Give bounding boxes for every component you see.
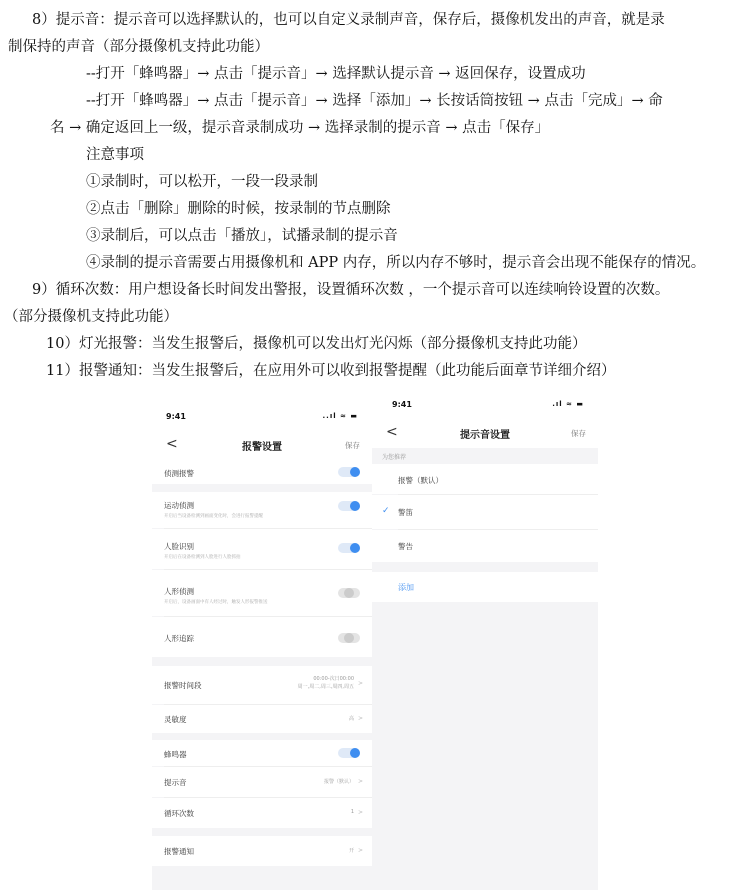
row-alarm-schedule[interactable] — [152, 666, 372, 704]
toggle-face-recognition[interactable] — [338, 543, 360, 553]
row-value-time: 00:00-次日00:00 — [313, 676, 354, 682]
toggle-motion-detection[interactable] — [338, 501, 360, 511]
row-label: 灵敏度 — [164, 715, 187, 724]
row-label: 提示音 — [164, 778, 187, 787]
section-header — [372, 448, 598, 464]
nav-bar — [152, 432, 372, 460]
row-sensitivity[interactable] — [152, 705, 372, 733]
tone-option[interactable] — [372, 464, 598, 494]
row-alarm-notification[interactable] — [152, 836, 372, 866]
row-human-detection[interactable] — [152, 570, 372, 616]
tone-option-label: 警笛 — [398, 508, 413, 517]
save-button[interactable]: 保存 — [345, 441, 360, 450]
tone-option-selected[interactable] — [372, 495, 598, 529]
paragraph-10: 10）灯光报警：当发生报警后，摄像机可以发出灯光闪烁（部分摄像机支持此功能） — [46, 336, 587, 352]
status-time: 9:41 — [392, 400, 412, 409]
row-description: 开启后当设备检测到画面变化时，会进行报警提醒 — [164, 514, 263, 519]
step-default-tone: --打开「蜂鸣器」→ 点击「提示音」→ 选择默认提示音 → 返回保存，设置成功 — [86, 66, 586, 82]
paragraph-11: 11）报警通知：当发生报警后，在应用外可以收到报警提醒（此功能后面章节详细介绍） — [46, 363, 616, 379]
row-value: 1 — [350, 809, 354, 815]
row-label: 侦测报警 — [164, 469, 194, 478]
section-title: 为您推荐 — [382, 454, 407, 461]
row-label: 报警通知 — [164, 847, 194, 856]
row-label: 人形追踪 — [164, 634, 194, 643]
chevron-right-icon: > — [357, 809, 363, 816]
note-3: ③录制后，可以点击「播放」，试播录制的提示音 — [86, 228, 398, 244]
row-value: 开 — [348, 848, 354, 854]
paragraph-9-line1: 9）循环次数：用户想设备长时间发出警报，设置循环次数 ，一个提示音可以连续响铃设置的次数。 — [32, 282, 670, 298]
row-description: 开启后，设备画面中有人经过时，触发人形报警推送 — [164, 600, 268, 605]
save-button[interactable]: 保存 — [571, 429, 586, 438]
row-label: 蜂鸣器 — [164, 750, 187, 759]
toggle-buzzer[interactable] — [338, 748, 360, 758]
back-icon[interactable]: < — [166, 436, 178, 452]
row-buzzer[interactable] — [152, 740, 372, 766]
signal-wifi-battery-icon: .ıl ≈ ▬ — [552, 400, 584, 408]
chevron-right-icon: > — [357, 715, 363, 722]
tone-option[interactable] — [372, 530, 598, 562]
row-face-recognition[interactable] — [152, 529, 372, 569]
check-icon: ✓ — [382, 506, 390, 516]
chevron-right-icon: > — [357, 778, 363, 785]
step-record-tone-line2: 名 → 确定返回上一级，提示音录制成功 → 选择录制的提示音 → 点击「保存」 — [50, 120, 550, 136]
row-motion-detection[interactable] — [152, 492, 372, 528]
tone-option-label: 警告 — [398, 542, 413, 551]
add-tone-button[interactable]: 添加 — [398, 583, 414, 592]
paragraph-8-line1: 8）提示音：提示音可以选择默认的，也可以自定义录制声音，保存后，摄像机发出的声音，就是录 — [32, 12, 665, 28]
toggle-human-detection[interactable] — [338, 588, 360, 598]
tone-settings-screenshot — [372, 390, 598, 890]
row-value-days: 周一,周二,周三,周四,周五 — [297, 684, 354, 690]
status-time: 9:41 — [166, 412, 186, 421]
row-human-tracking[interactable] — [152, 617, 372, 657]
status-bar — [152, 402, 372, 432]
signal-wifi-battery-icon: ..ıl ≈ ▬ — [322, 412, 358, 420]
tone-option-label: 报警（默认） — [398, 476, 443, 485]
note-4: ④录制的提示音需要占用摄像机和 APP 内存，所以内存不够时，提示音会出现不能保存的情况。 — [86, 255, 706, 271]
paragraph-8-line2: 制保持的声音（部分摄像机支持此功能） — [8, 39, 269, 55]
screen-title: 提示音设置 — [460, 430, 510, 441]
row-label: 运动侦测 — [164, 501, 194, 510]
nav-bar — [372, 420, 598, 448]
back-icon[interactable]: < — [386, 424, 398, 440]
toggle-human-tracking[interactable] — [338, 633, 360, 643]
notes-heading: 注意事项 — [86, 147, 144, 163]
row-detection-alarm[interactable] — [152, 460, 372, 484]
row-value: 高 — [348, 716, 354, 722]
row-label: 人脸识别 — [164, 542, 194, 551]
row-alert-tone[interactable] — [152, 767, 372, 797]
row-description: 开启后在设备检测到人脸进行人脸抓拍 — [164, 555, 241, 560]
row-label: 人形侦测 — [164, 587, 194, 596]
status-bar — [372, 390, 598, 420]
row-label: 循环次数 — [164, 809, 194, 818]
toggle-detection-alarm[interactable] — [338, 467, 360, 477]
row-value: 报警（默认） — [323, 779, 354, 785]
chevron-right-icon: > — [357, 680, 363, 687]
chevron-right-icon: > — [357, 847, 363, 854]
paragraph-9-line2: （部分摄像机支持此功能） — [4, 309, 178, 325]
row-label: 报警时间段 — [164, 681, 202, 690]
add-tone-row[interactable] — [372, 572, 598, 602]
note-1: ①录制时，可以松开，一段一段录制 — [86, 174, 318, 190]
row-loop-count[interactable] — [152, 798, 372, 828]
step-record-tone-line1: --打开「蜂鸣器」→ 点击「提示音」→ 选择「添加」→ 长按话筒按钮 → 点击「完成」→ 命 — [86, 93, 663, 109]
note-2: ②点击「删除」删除的时候，按录制的节点删除 — [86, 201, 391, 217]
screen-title: 报警设置 — [242, 442, 282, 453]
alarm-settings-screenshot — [152, 402, 372, 890]
